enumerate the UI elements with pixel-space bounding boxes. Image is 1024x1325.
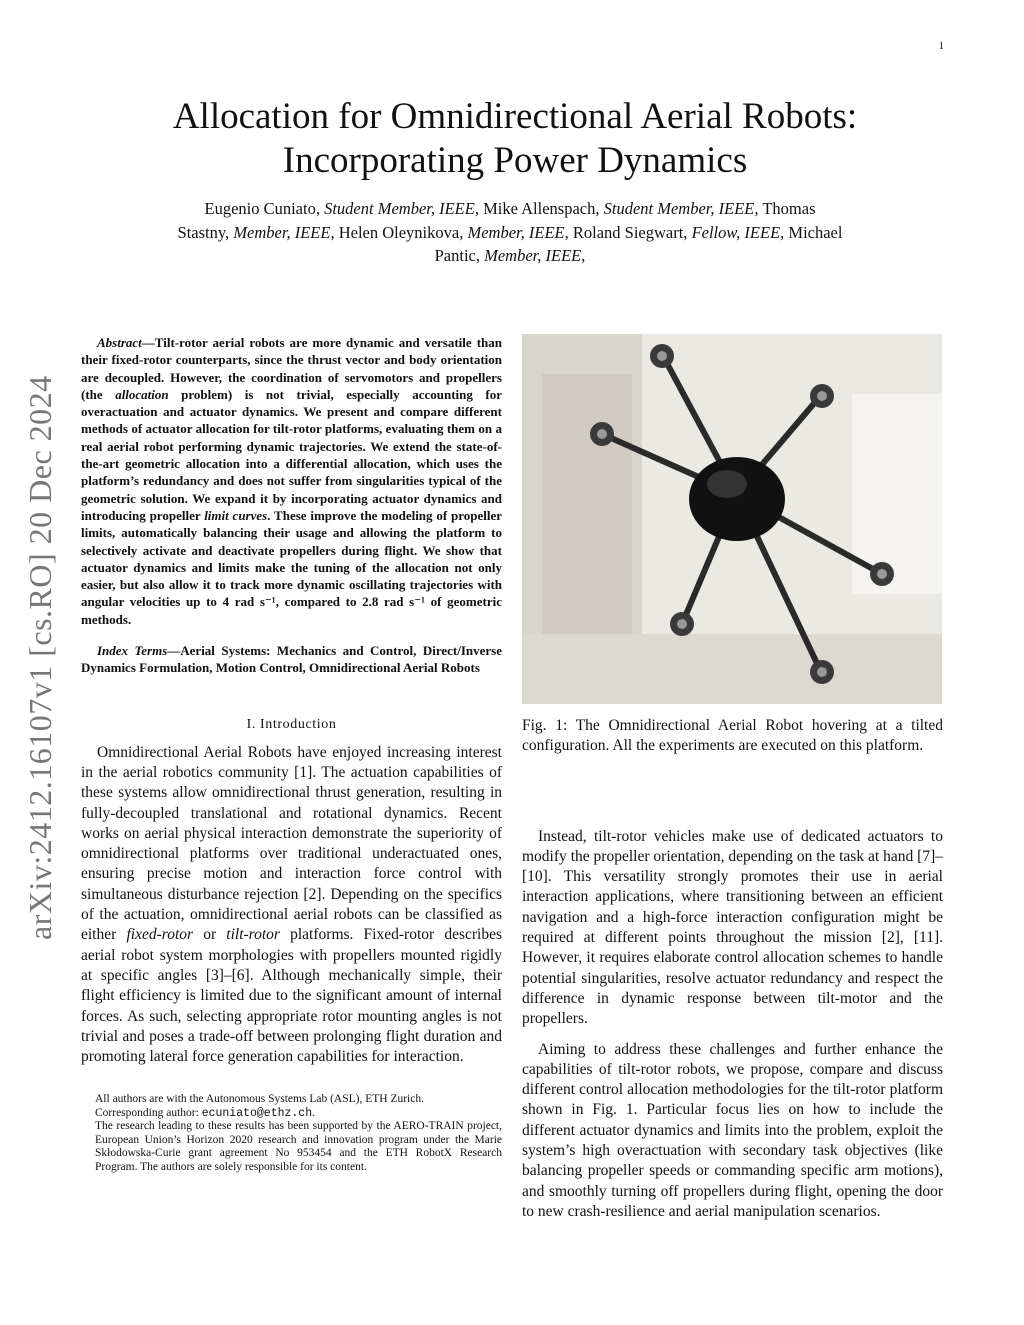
title-line-2: Incorporating Power Dynamics — [282, 140, 748, 181]
footnote-corresponding: Corresponding author: ecuniato@ethz.ch. — [95, 1106, 315, 1120]
intro-paragraph-3: Aiming to address these challenges and further enhance the capabilities of tilt-rotor robots, we propose, compare and discuss different control allocation methodologies for the tilt-rotor platform shown in Fig. 1. Particular focus lies on how to include the different actuator dynamics and limits into the problem, exploit the system’s high overactuation with secondary task objectives (like balancing propeller speeds or commanding specific arm motions), and smoothly turning off propellers during flight, opening the door to new crash-resilience and aerial manipulation scenarios. — [522, 1040, 943, 1220]
paper-title — [90, 95, 940, 183]
intro-paragraph-1: Omnidirectional Aerial Robots have enjoyed increasing interest in the aerial robotics community [1]. The actuation capabilities of these systems allow omnidirectional thrust generation, resulting in fully-decoupled translational and rotational dynamics. Recent works on aerial physical interaction demonstrate the superiority of omnidirectional platforms over traditional underactuated ones, ensuring precise motion and interaction force control with simultaneous disturbance rejection [2]. Depending on the specifics of the actuation, omnidirectional aerial robots can be classified as either fixed-rotor or tilt-rotor platforms. Fixed-rotor describes aerial robot system morphologies with propellers mounted rigidly at specific angles [3]–[6]. Although mechanically simple, their flight efficiency is limited due to the significant amount of internal forces. As such, selecting appropriate rotor mounting angles is not trivial and poses a trade-off between prolonging flight duration and promoting lateral force generation capabilities for interaction. — [81, 743, 502, 1066]
arxiv-stamp: arXiv:2412.16107v1 [cs.RO] 20 Dec 2024 — [22, 375, 58, 940]
section-heading-introduction: I. Introduction — [246, 716, 337, 732]
figure-caption: Fig. 1: The Omnidirectional Aerial Robot hovering at a tilted configuration. All the experiments are executed on this platform. — [522, 717, 943, 755]
page-number: 1 — [938, 40, 944, 52]
authors-line-1: Eugenio Cuniato, Student Member, IEEE, Mike Allenspach, Student Member, IEEE, Thomas — [204, 199, 816, 218]
footnote-affiliation: All authors are with the Autonomous Systems Lab (ASL), ETH Zurich. — [95, 1093, 424, 1106]
left-column — [81, 334, 502, 1174]
authors-line-3: Pantic, Member, IEEE, — [434, 246, 586, 265]
authors-line-2: Stastny, Member, IEEE, Helen Oleynikova, Member, IEEE, Roland Siegwart, Fellow, IEEE, Michael — [177, 222, 843, 242]
abstract-value-2: 2.8 rad s⁻¹ — [362, 594, 426, 610]
index-terms: Index Terms—Aerial Systems: Mechanics and Control, Direct/Inverse Dynamics Formulation, Motion Control, Omnidirectional Aerial Robots — [81, 643, 502, 676]
footnote-funding: The research leading to these results has been supported by the AERO-TRAIN project, European Union’s Horizon 2020 research and innovation program under the Marie Skłodowska-Curie grant agreement No 953454 and the ETH RobotX Research Program. The authors are solely responsible for its content. — [95, 1120, 502, 1173]
author-email[interactable]: ecuniato@ethz.ch — [201, 1106, 313, 1120]
right-column — [522, 334, 943, 1222]
abstract-value-1: 4 rad s⁻¹ — [222, 594, 276, 610]
robot-photo-illustration — [522, 334, 942, 704]
abstract: Abstract—Tilt-rotor aerial robots are more dynamic and versatile than their fixed-rotor counterparts, since the thrust vector and body orientation are decoupled. However, the coordination of servomotors and propellers (the allocation problem) is not trivial, especially accounting for overactuation and actuator dynamics. We present and compare different methods of actuator allocation for tilt-rotor platforms, evaluating them on a real aerial robot performing dynamic trajectories. We extend the state-of-the-art geometric allocation into a differential allocation, which uses the platform’s redundancy and does not suffer from singularities typical of the geometric solution. We expand it by incorporating actuator dynamics and introducing propeller limit curves. These improve the modeling of propeller limits, automatically balancing their usage and allowing the platform to selectively activate and deactivate propellers during flight. We show that actuator dynamics and limits make the tuning of the allocation not only easier, but also allow it to track more dynamic oscillating trajectories with angular velocities up to 4 rad s⁻¹, compared to 2.8 rad s⁻¹ of geometric methods. — [81, 335, 503, 627]
title-line-1: Allocation for Omnidirectional Aerial Robots: — [172, 96, 858, 137]
intro-paragraph-2: Instead, tilt-rotor vehicles make use of dedicated actuators to modify the propeller orientation, depending on the task at hand [7]–[10]. This versatility strongly promotes their use in aerial interaction applications, where transitioning between an efficient navigation and a high-force interaction configuration might be required at different points throughout the mission [2], [11]. However, it requires elaborate control allocation schemes to handle potential singularities, resolve actuator redundancy and respect the difference in dynamic response between tilt-motor and the propellers. — [522, 827, 943, 1028]
figure-robot-photo — [522, 334, 942, 704]
author-list — [120, 197, 900, 268]
